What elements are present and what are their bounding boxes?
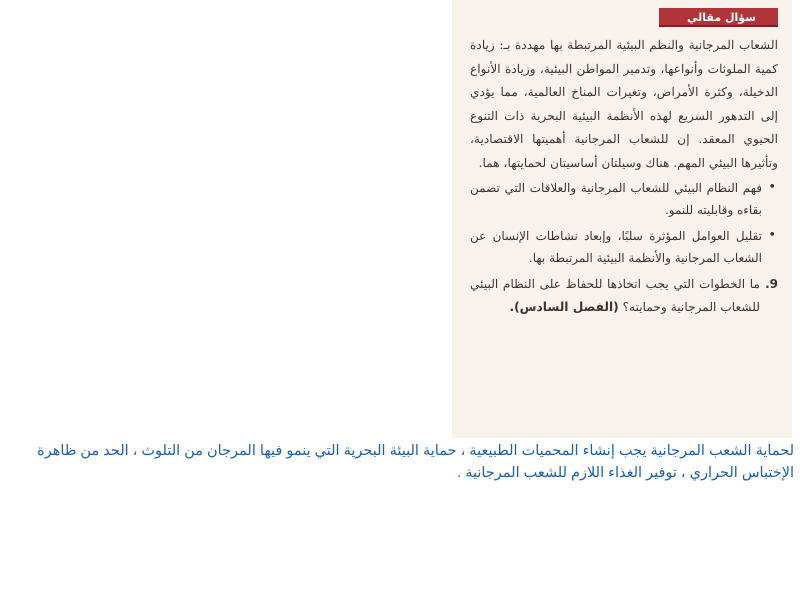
badge-row	[470, 8, 778, 32]
question-9	[470, 273, 778, 319]
list-item-text: فهم النظام البيئي للشعاب المرجانية والعلاقات التي تضمن بقاءه وقابليته للنمو.	[470, 181, 762, 217]
list-item-text: تقليل العوامل المؤثرة سلبًا، وإبعاد نشاطات الإنسان عن الشعاب المرجانية والأنظمة البيئية المرتبطة بها.	[470, 229, 762, 265]
question-text: ما الخطوات التي يجب اتخاذها للحفاظ على النظام البيئي للشعاب المرجانية وحمايته؟	[470, 277, 760, 314]
chapter-reference: (الفصل السادس).	[509, 300, 619, 314]
list-item	[470, 177, 778, 221]
intro-paragraph: الشعاب المرجانية والنظم البيئية المرتبطة بها مهددة بـ: زيادة كمية الملوثات وأنواعها، وتدمير المواطن البيئية، وزيادة الأنواع الدخيلة، وكثرة الأمراض، وتغيرات المناخ العالمية، مما يؤدي إلى التدهور السريع لهذه الأنظمة البيئية البحرية ذات التنوع الحيوي المعقد. إن للشعاب المرجانية أهميتها الاقتصادية، وتأثيرها البيئي المهم. هناك وسيلتان أساسيتان لحمايتها، هما.	[470, 38, 778, 170]
textbook-excerpt	[452, 0, 792, 438]
question-number: 9.	[765, 277, 778, 291]
answer-text: لحماية الشعب المرجانية يجب إنشاء المحميات الطبيعية ، حماية البيئة البحرية التي ينمو فيها المرجان من التلوث ، الحد من ظاهرة الإختباس الحراري ، توفير الغذاء اللازم للشعب المرجانية .	[37, 443, 794, 481]
protection-methods-list	[470, 177, 778, 269]
essay-question-badge: سؤال مقالي	[659, 8, 778, 27]
bullet-icon: •	[768, 180, 776, 195]
bullet-icon: •	[768, 228, 776, 243]
list-item	[470, 225, 778, 269]
